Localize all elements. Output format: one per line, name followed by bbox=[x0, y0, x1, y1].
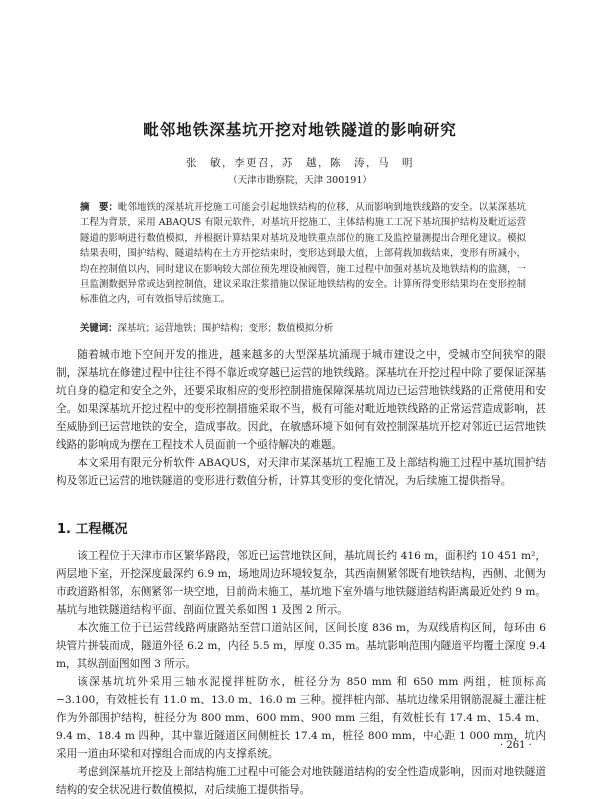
section-paragraph: 该深基坑坑外采用三轴水泥搅拌桩防水，桩径分为 850 mm 和 650 mm 两组，桩顶标高 −3.100，有效桩长有 11.0 m、13.0 m、16.0 m 三种。搅拌桩内部、基坑边缘采用钢筋混凝土灌注桩作为外部围护结构，桩径分为 800 mm、600 mm、900 mm 三组，有效桩长有 17.4 m、15.4 m、9.4 m、18.4 m 四种，其中靠近隧道区间侧桩长 17.4 m，桩径 800 mm，中心距 1 000 mm，坑内采用一道由环梁和对撑组合而成的内支撑系统。 bbox=[56, 676, 546, 760]
section-body bbox=[56, 547, 546, 799]
section-paragraph: 本次施工位于已运营线路两康路站至营口道站区间，区间长度 836 m，为双线盾构区间，每环由 6 块管片拼装而成，隧道外径 6.2 m，内径 5.5 m，厚度 0.35 m。基坑影响范围内隧道平均覆土深度 9.4 m，其纵剖面图如图 3 所示。 bbox=[56, 622, 546, 670]
section-heading: 1. 工程概况 bbox=[57, 522, 128, 537]
keywords-text: 深基坑；运营地铁；围护结构；变形；数值模拟分析 bbox=[117, 323, 334, 334]
intro-paragraph: 本文采用有限元分析软件 ABAQUS，对天津市某深基坑工程施工及上部结构施工过程中基坑围护结构及邻近已运营的地铁隧道的变形进行数值分析，计算其变形的变化情况，为后续施工提供指导。 bbox=[56, 457, 546, 487]
intro-paragraph: 随着城市地下空间开发的推进，越来越多的大型深基坑涌现于城市建设之中，受城市空间狭窄的限制，深基坑在修建过程中往往不得不靠近或穿越已运营的地铁线路。深基坑在开挖过程中除了要保证深基坑自身的稳定和安全之外，还要采取相应的变形控制措施保障深基坑周边已运营地铁线路的正常使用和安全。如果深基坑开挖过程中的变形控制措施采取不当，极有可能对毗近地铁线路的正常运营造成影响，甚至威胁到已运营地铁的安全，造成事故。因此，在敏感环境下如何有效控制深基坑开挖对邻近已运营地铁线路的影响成为摆在工程技术人员面前一个亟待解决的难题。 bbox=[56, 349, 546, 451]
keywords-block bbox=[80, 321, 526, 336]
page-number: · 261 · bbox=[500, 740, 532, 751]
abstract-block bbox=[80, 200, 526, 308]
introduction bbox=[56, 346, 546, 490]
keywords-label: 关键词： bbox=[80, 323, 118, 334]
affiliation: （天津市勘察院，天津 300191） bbox=[228, 175, 372, 186]
section-paragraph: 考虑到深基坑开挖及上部结构施工过程中可能会对地铁隧道结构的安全性造成影响，因而对地铁隧道结构的安全状况进行数值模拟，对后续施工提供指导。 bbox=[56, 766, 546, 796]
abstract-text: 毗邻地铁的深基坑开挖施工可能会引起地铁结构的位移，从而影响到地铁线路的安全。以某深基坑工程为背景，采用 ABAQUS 有限元软件，对基坑开挖施工、主体结构施工工况下基坑围护结构及毗近运营隧道的影响进行数值模拟，并根据计算结果对基坑及地铁重点部位的施工及监控量测提出合理化建议。模拟结果表明，围护结构、隧道结构在土方开挖结束时，变形达到最大值，上部荷载加载结束，变形有所减小，均在控制值以内，同时建议在影响较大部位预先埋设袖阀管，施工过程中加强对基坑及地铁结构的监测，一旦监测数据异常或达到控制值，建议采取注浆措施以保证地铁结构的安全。计算所得变形结果均在变形控制标准值之内，可有效指导后续施工。 bbox=[80, 202, 526, 306]
section-paragraph: 该工程位于天津市市区繁华路段，邻近已运营地铁区间，基坑周长约 416 m，面积约 10 451 m²，两层地下室，开挖深度最深约 6.9 m，场地周边环境较复杂，其西南侧紧邻既有地铁结构，西侧、北侧为市政道路相邻，东侧紧邻一块空地，目前尚未施工，基坑地下室外墙与地铁隧道结构距离最近处约 9 m。基坑与地铁隧道结构平面、剖面位置关系如图 1 及图 2 所示。 bbox=[56, 550, 546, 616]
author-list: 张 敏，李更召，苏 越，陈 涛，马 明 bbox=[186, 157, 414, 169]
abstract-label: 摘 要： bbox=[80, 202, 118, 213]
paper-title: 毗邻地铁深基坑开挖对地铁隧道的影响研究 bbox=[143, 120, 457, 139]
